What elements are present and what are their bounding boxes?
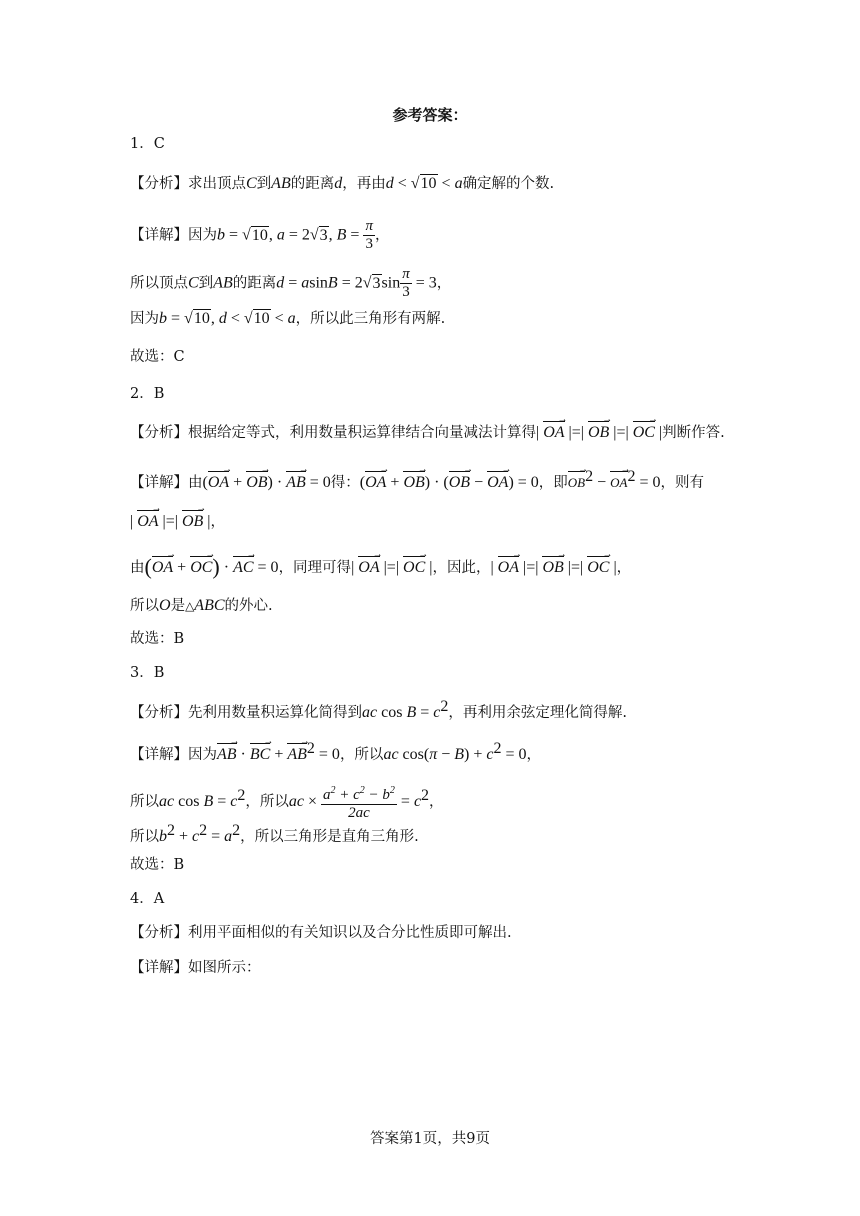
q1-conclusion: 因为b = √10, d < √10 < a，所以此三角形有两解. xyxy=(130,310,446,327)
q2-detail: 【详解】由(OA → + OB →) · AB → = 0得：(OA → + OB →) · (OB → − OA →) = 0，即OB →$^2$ − OA →$^2$ = 0，则有 xyxy=(130,467,704,493)
analysis-label: 【分析】 xyxy=(130,176,188,192)
analysis-label: 【分析】 xyxy=(130,704,188,721)
analysis-label: 【分析】 xyxy=(130,425,188,441)
q1-choice: 故选：C xyxy=(130,349,185,365)
page-title: 参考答案： xyxy=(392,106,468,124)
detail-label: 【详解】 xyxy=(130,960,188,976)
q2-equal-magnitudes: | OA → |=| OB → |， xyxy=(130,512,225,532)
q2-similarly: 由(OA → + OC →) · AC → = 0，同理可得| OA → |=| OC → |，因此，| OA → |=| OB → |=| OC → |， xyxy=(130,557,631,578)
q3-analysis: 【分析】先利用数量积运算化简得到ac $\cos B = c^2$，再利用余弦定理化简得解. xyxy=(130,698,627,721)
q3-detail: 【详解】因为AB → · BC → + AB →$^2$ = 0，所以ac $\cos(\pi - B) + c^2 = 0$， xyxy=(130,739,541,765)
q4-number: 4．A xyxy=(130,891,165,907)
q4-detail: 【详解】如图所示： xyxy=(130,960,261,976)
q1-analysis: 【分析】求出顶点C到AB的距离d，再由d < √10 < a确定解的个数. xyxy=(130,175,555,192)
q3-number: 3．B xyxy=(130,665,165,681)
q2-number: 2．B xyxy=(130,386,165,402)
q1-distance-line: 所以顶点C到AB的距离d = asinB = 2√3sin $\frac{\pi}{3}$ = 3， xyxy=(130,266,452,300)
detail-label: 【详解】 xyxy=(130,474,188,491)
q4-analysis: 【分析】利用平面相似的有关知识以及合分比性质即可解出. xyxy=(130,925,512,941)
detail-label: 【详解】 xyxy=(130,227,188,244)
q3-choice: 故选：B xyxy=(130,857,185,873)
q2-choice: 故选：B xyxy=(130,631,185,647)
q1-number: 1．C xyxy=(130,136,165,152)
q2-circumcenter: 所以O是△ABC的外心. xyxy=(130,597,273,614)
page-footer: 答案第1页，共9页 xyxy=(370,1131,490,1147)
q3-cosine-rule: 所以ac $\cos B = c^2$，所以ac × $\frac{a^2 + c^2 - b^2}{2ac}$ = $c^2$， xyxy=(130,782,444,822)
detail-label: 【详解】 xyxy=(130,746,188,763)
q1-detail: 【详解】因为b = √10, a = 2√3, B = $\frac{\pi}{3}$ ， xyxy=(130,218,390,252)
q2-analysis: 【分析】根据给定等式，利用数量积运算律结合向量减法计算得| OA → |=| OB → |=| OC → |判断作答. xyxy=(130,423,725,443)
analysis-label: 【分析】 xyxy=(130,925,188,941)
q3-right-triangle: 所以$b^2 + c^2 = a^2$，所以三角形是直角三角形. xyxy=(130,822,419,845)
